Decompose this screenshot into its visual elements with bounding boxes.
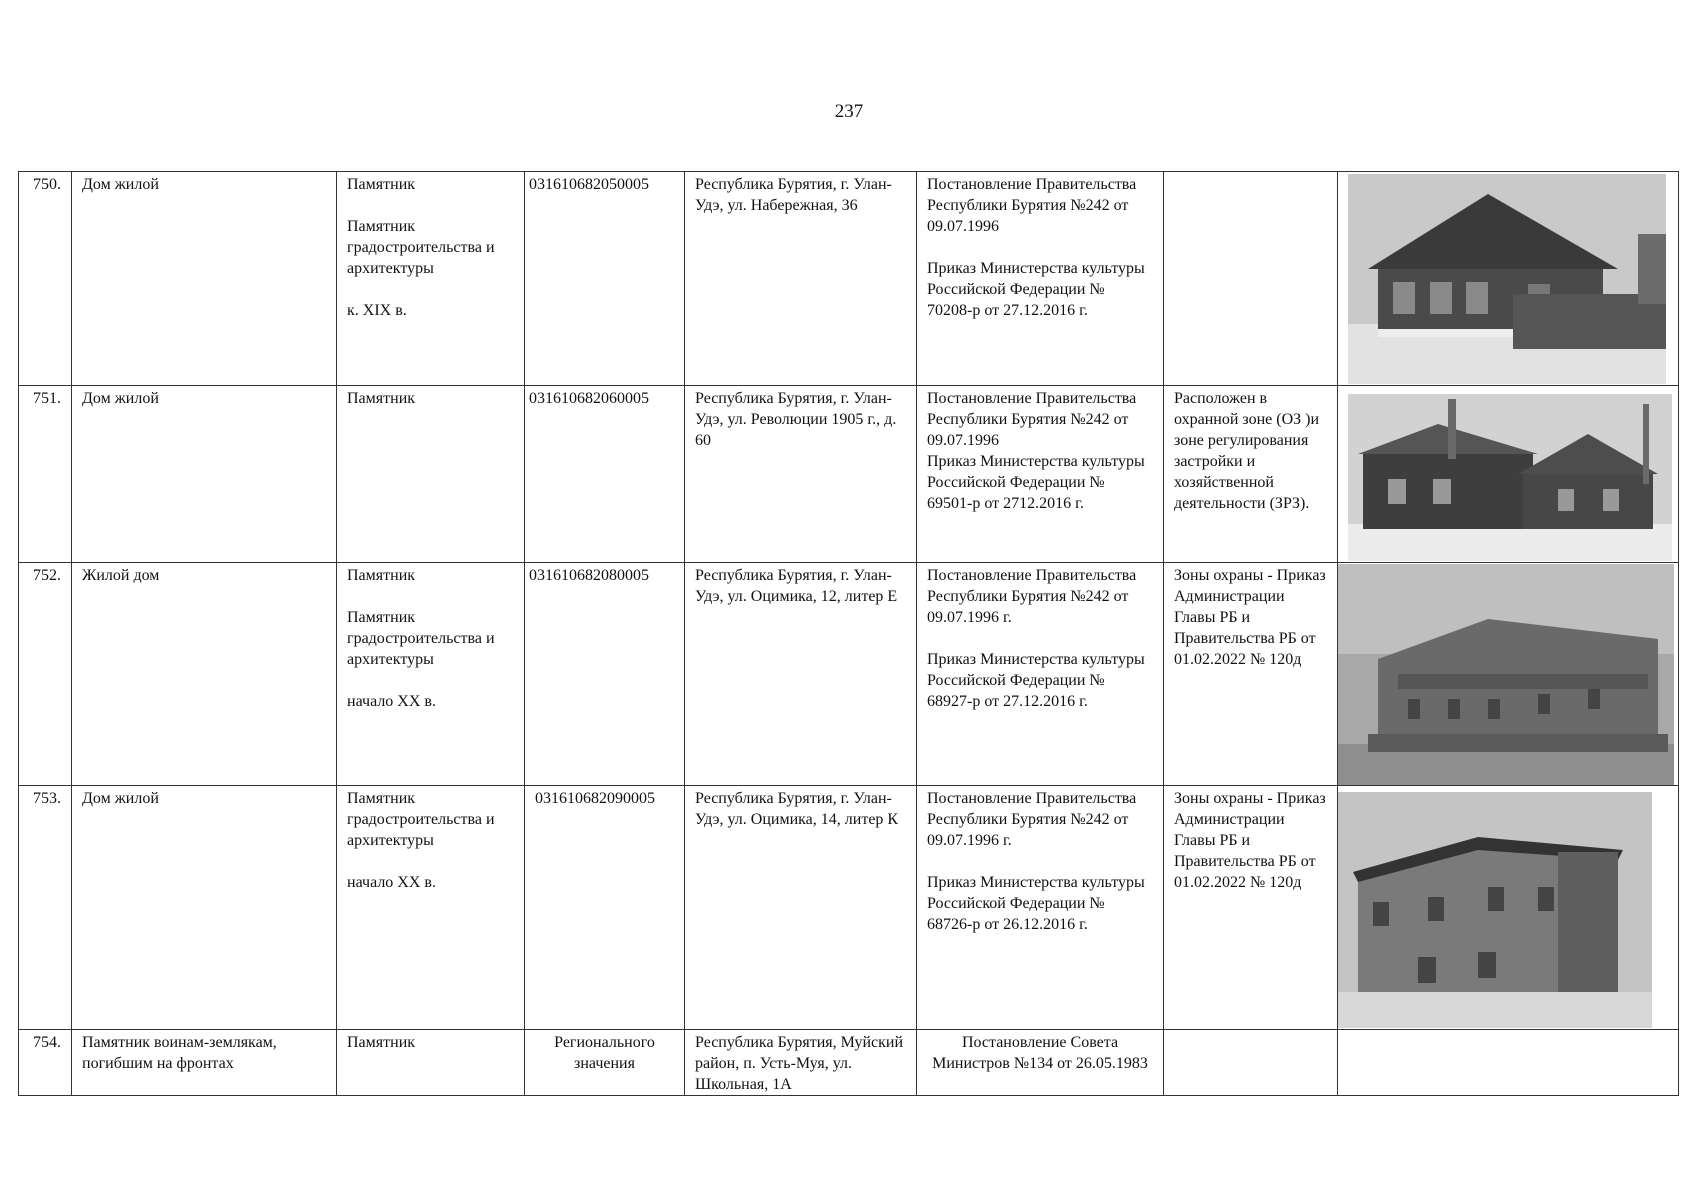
protection-zones: Расположен в охранной зоне (ОЗ )и зоне регулирования застройки и хозяйственной деятельности (ЗРЗ).: [1164, 386, 1338, 563]
legal-documents: Постановление Правительства Республики Бурятия №242 от 09.07.1996 Приказ Министерства культуры Российской Федерации № 69501-р от 2712.2016 г.: [917, 386, 1164, 563]
object-category: Памятник Памятник градостроительства и архитектуры к. XIX в.: [337, 172, 525, 386]
row-number: 752.: [19, 563, 72, 786]
object-address: Республика Бурятия, г. Улан-Удэ, ул. Набережная, 36: [685, 172, 917, 386]
legal-documents: Постановление Правительства Республики Бурятия №242 от 09.07.1996 г. Приказ Министерства культуры Российской Федерации № 68726-р от 26.12.2016 г.: [917, 786, 1164, 1030]
row-number: 750.: [19, 172, 72, 386]
protection-zones: [1164, 172, 1338, 386]
object-address: Республика Бурятия, г. Улан-Удэ, ул. Оцимика, 14, литер К: [685, 786, 917, 1030]
registry-number: 031610682080005: [525, 563, 685, 786]
photo-house-752: [1338, 564, 1674, 785]
protection-zones: Зоны охраны - Приказ Администрации Главы РБ и Правительства РБ от 01.02.2022 № 120д: [1164, 786, 1338, 1030]
photo-cell: [1338, 563, 1679, 786]
legal-documents: Постановление Совета Министров №134 от 26.05.1983: [917, 1030, 1164, 1096]
page-number: 237: [834, 101, 864, 122]
object-address: Республика Бурятия, г. Улан-Удэ, ул. Оцимика, 12, литер Е: [685, 563, 917, 786]
registry-number: 031610682090005: [525, 786, 685, 1030]
object-address: Республика Бурятия, г. Улан-Удэ, ул. Революции 1905 г., д. 60: [685, 386, 917, 563]
table-row: [19, 172, 1679, 386]
photo-house-751: [1348, 394, 1672, 561]
table-row: [19, 563, 1679, 786]
table-row: [19, 1030, 1679, 1096]
photo-house-753: [1338, 792, 1652, 1028]
registry-number: Регионального значения: [525, 1030, 685, 1096]
object-category: Памятник: [337, 386, 525, 563]
protection-zones: Зоны охраны - Приказ Администрации Главы РБ и Правительства РБ от 01.02.2022 № 120д: [1164, 563, 1338, 786]
object-name: Дом жилой: [72, 386, 337, 563]
registry-number: 031610682050005: [525, 172, 685, 386]
object-name: Дом жилой: [72, 786, 337, 1030]
object-address: Республика Бурятия, Муйский район, п. Усть-Муя, ул. Школьная, 1А: [685, 1030, 917, 1096]
heritage-registry-table: [18, 171, 1679, 1096]
object-name: Жилой дом: [72, 563, 337, 786]
photo-cell: [1338, 1030, 1679, 1096]
row-number: 751.: [19, 386, 72, 563]
table-row: [19, 786, 1679, 1030]
photo-cell: [1338, 786, 1679, 1030]
table-row: [19, 386, 1679, 563]
photo-house-750: [1348, 174, 1666, 384]
row-number: 753.: [19, 786, 72, 1030]
object-category: Памятник Памятник градостроительства и архитектуры начало XX в.: [337, 563, 525, 786]
photo-cell: [1338, 386, 1679, 563]
legal-documents: Постановление Правительства Республики Бурятия №242 от 09.07.1996 Приказ Министерства культуры Российской Федерации № 70208-р от 27.12.2016 г.: [917, 172, 1164, 386]
object-category: Памятник: [337, 1030, 525, 1096]
legal-documents: Постановление Правительства Республики Бурятия №242 от 09.07.1996 г. Приказ Министерства культуры Российской Федерации № 68927-р от 27.12.2016 г.: [917, 563, 1164, 786]
row-number: 754.: [19, 1030, 72, 1096]
object-name: Дом жилой: [72, 172, 337, 386]
protection-zones: [1164, 1030, 1338, 1096]
object-name: Памятник воинам-землякам, погибшим на фронтах: [72, 1030, 337, 1096]
object-category: Памятник градостроительства и архитектуры начало XX в.: [337, 786, 525, 1030]
photo-cell: [1338, 172, 1679, 386]
registry-number: 031610682060005: [525, 386, 685, 563]
